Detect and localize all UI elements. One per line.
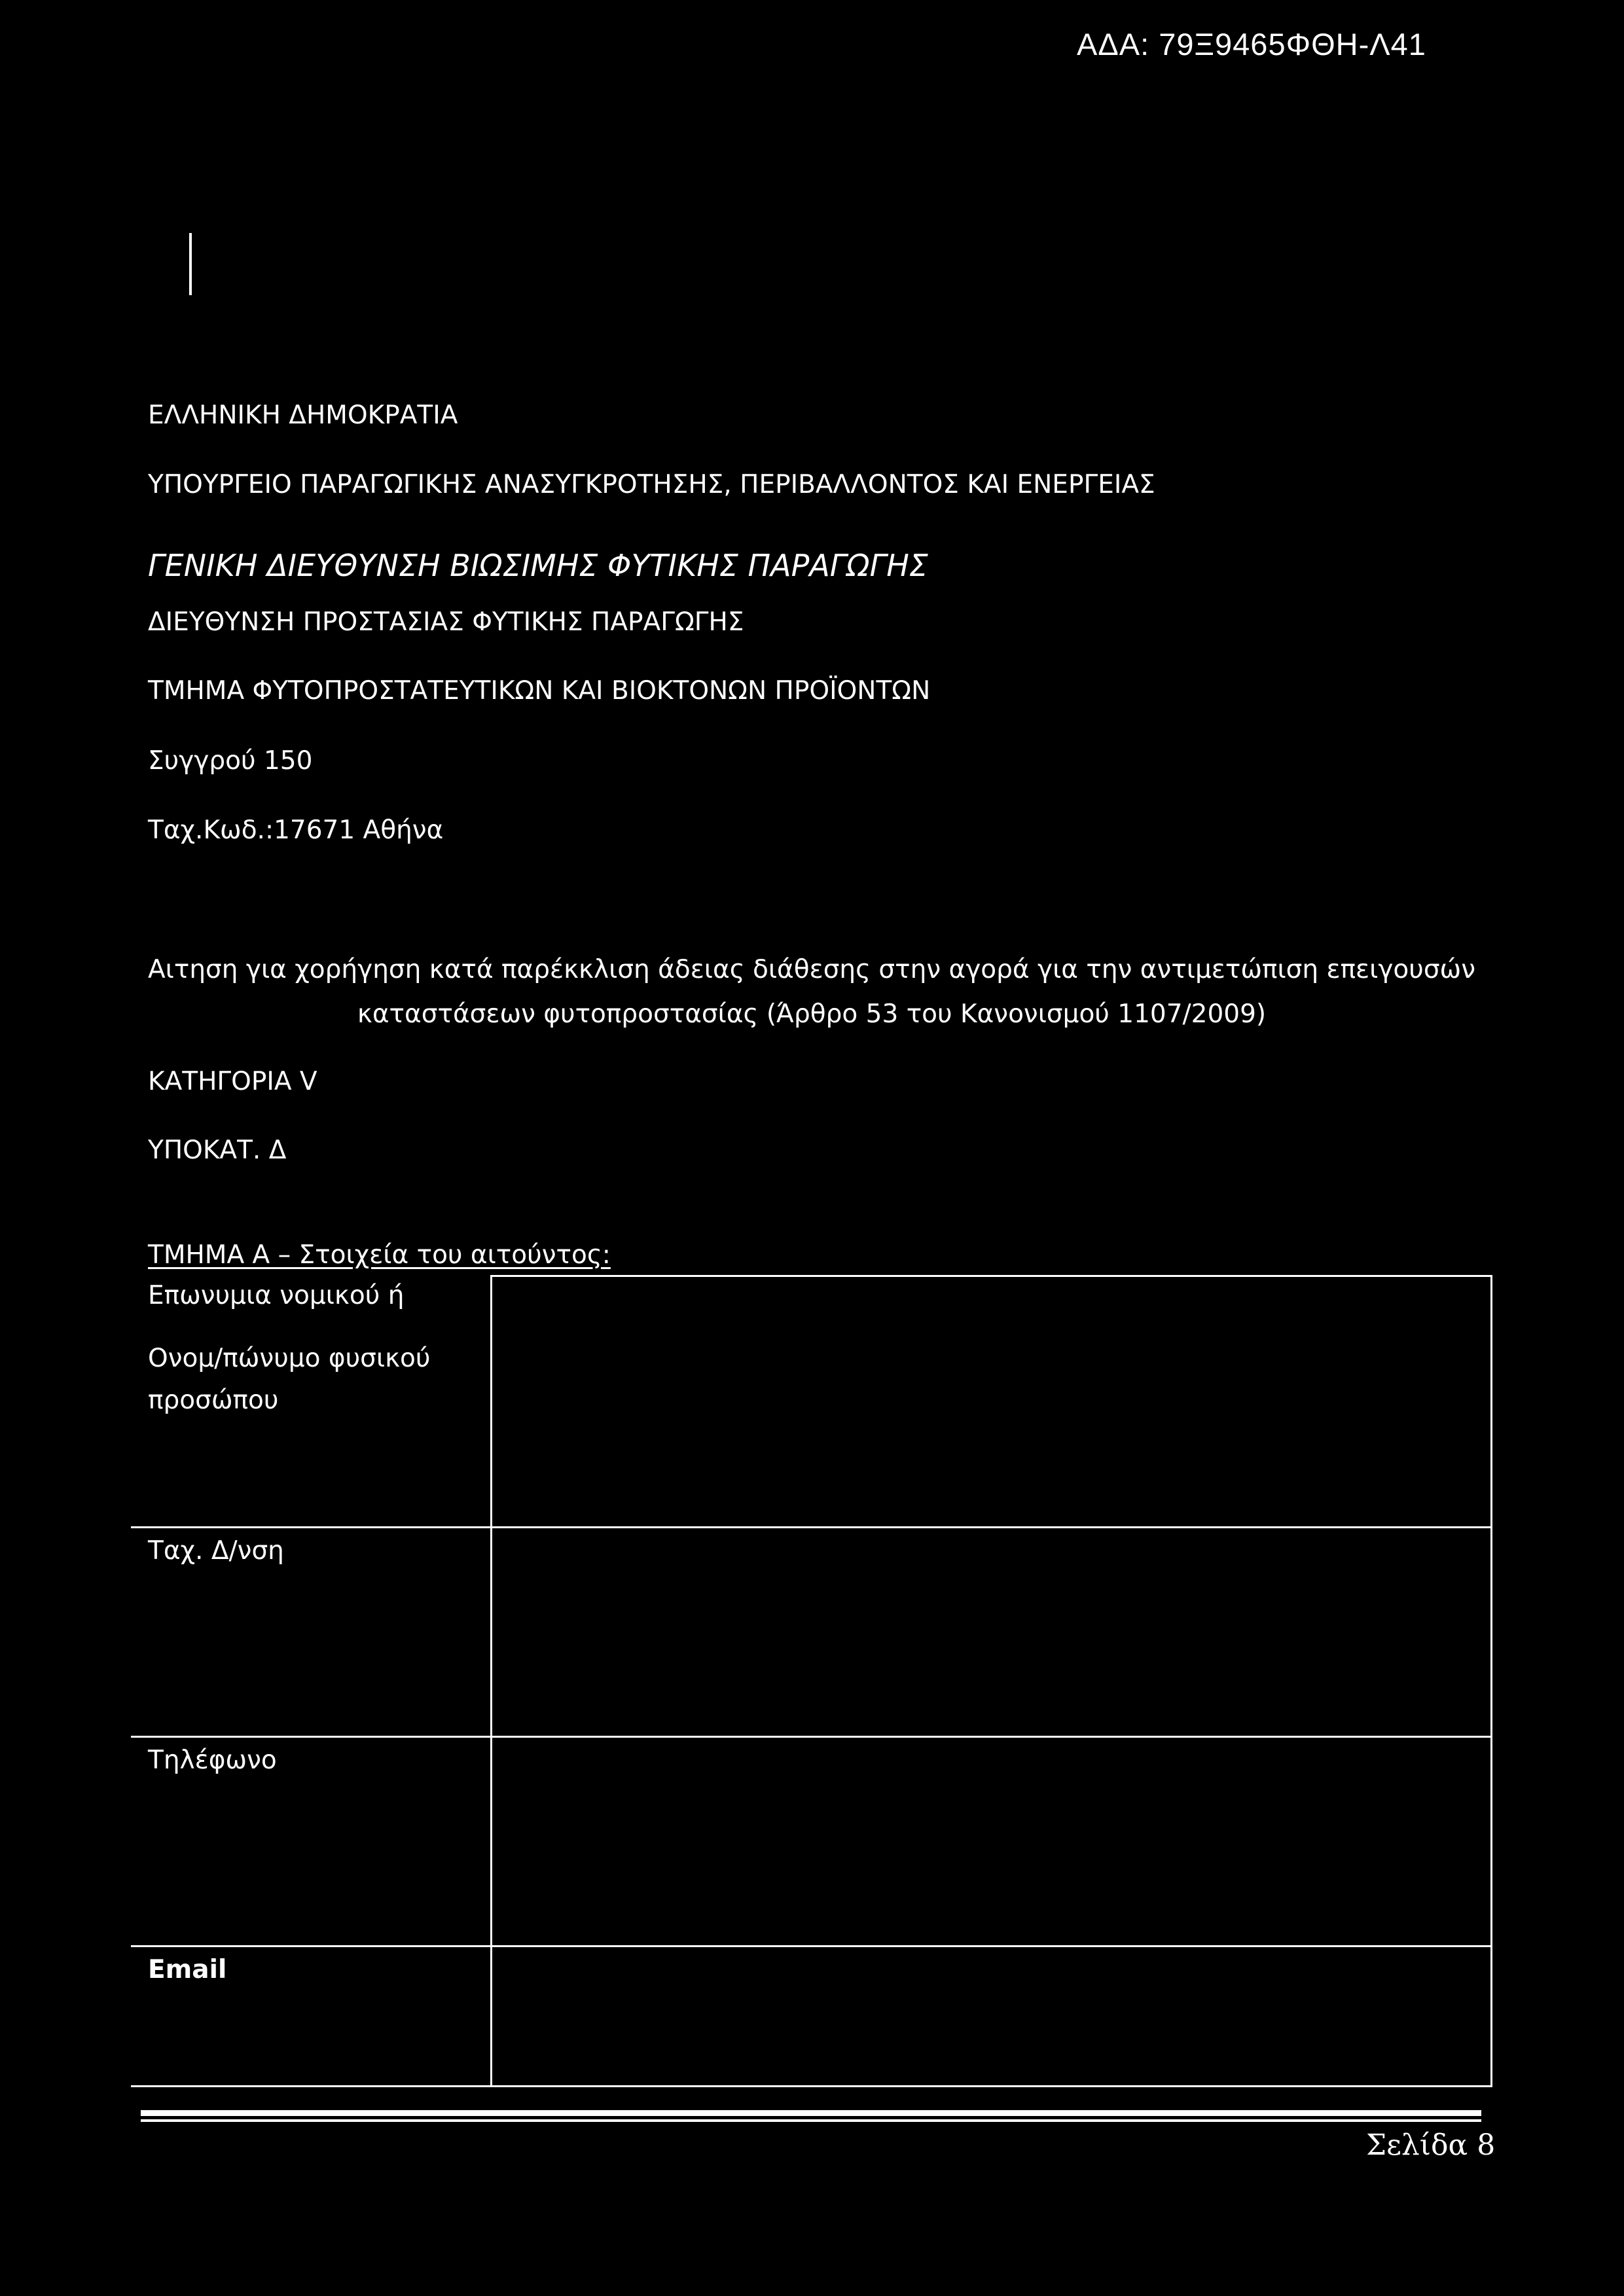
row-label-phone: Τηλέφωνο (148, 1746, 277, 1775)
category-label: ΚΑΤΗΓΟΡΙΑ V (148, 1067, 317, 1096)
row-label-email: Email (148, 1955, 227, 1984)
postal-address-value-field[interactable] (492, 1528, 1490, 1736)
section-a-heading: ΤΜΗΜΑ Α – Στοιχεία του αιτούντος: (148, 1240, 611, 1270)
name-value-field[interactable] (492, 1277, 1490, 1526)
subcategory-label: ΥΠΟΚΑΤ. Δ (148, 1136, 287, 1165)
street-address: Συγγρού 150 (148, 746, 313, 776)
document-title-line-2: καταστάσεων φυτοπροστασίας (Άρθρο 53 του Κανονισμού 1107/2009) (357, 999, 1267, 1029)
footer-double-rule (141, 2110, 1481, 2122)
ministry-heading: ΥΠΟΥΡΓΕΙΟ ΠΑΡΑΓΩΓΙΚΗΣ ΑΝΑΣΥΓΚΡΟΤΗΣΗΣ, ΠΕΡΙΒΑΛΛΟΝΤΟΣ ΚΑΙ ΕΝΕΡΓΕΙΑΣ (148, 470, 1155, 499)
vertical-mark (189, 233, 192, 295)
phone-value-field[interactable] (492, 1738, 1490, 1945)
table-border-right (1490, 1275, 1492, 2087)
row-label-name-line-3: προσώπου (148, 1386, 279, 1415)
postal-code: Ταχ.Κωδ.:17671 Αθήνα (148, 816, 444, 845)
table-border-bottom (131, 2085, 1492, 2087)
document-title (131, 948, 1492, 1037)
republic-heading: ΕΛΛΗΝΙΚΗ ΔΗΜΟΚΡΑΤΙΑ (148, 401, 458, 430)
row-label-name-line-1: Επωνυμια νομικού ή (148, 1281, 405, 1310)
general-directorate-heading: ΓΕΝΙΚΗ ΔΙΕΥΘΥΝΣΗ ΒΙΩΣΙΜΗΣ ΦΥΤΙΚΗΣ ΠΑΡΑΓΩΓΗΣ (148, 548, 928, 583)
ada-code: ΑΔΑ: 79Ξ9465ΦΘΗ-Λ41 (1077, 27, 1426, 62)
document-title-line-1: Αιτηση για χορήγηση κατά παρέκκλιση άδειας διάθεσης στην αγορά για την αντιμετώπιση επειγουσών (147, 955, 1476, 984)
row-label-name (148, 1275, 430, 1422)
email-value-field[interactable] (492, 1947, 1490, 2085)
directorate-heading: ΔΙΕΥΘΥΝΣΗ ΠΡΟΣΤΑΣΙΑΣ ΦΥΤΙΚΗΣ ΠΑΡΑΓΩΓΗΣ (148, 607, 744, 637)
applicant-form-table (131, 1275, 1492, 2087)
row-label-postal-address: Ταχ. Δ/νση (148, 1536, 284, 1566)
department-heading: ΤΜΗΜΑ ΦΥΤΟΠΡΟΣΤΑΤΕΥΤΙΚΩΝ ΚΑΙ ΒΙΟΚΤΟΝΩΝ ΠΡΟΪΟΝΤΩΝ (148, 676, 931, 706)
page-number: Σελίδα 8 (1366, 2128, 1496, 2162)
row-label-name-line-2: Ονομ/πώνυμο φυσικού (148, 1344, 431, 1373)
